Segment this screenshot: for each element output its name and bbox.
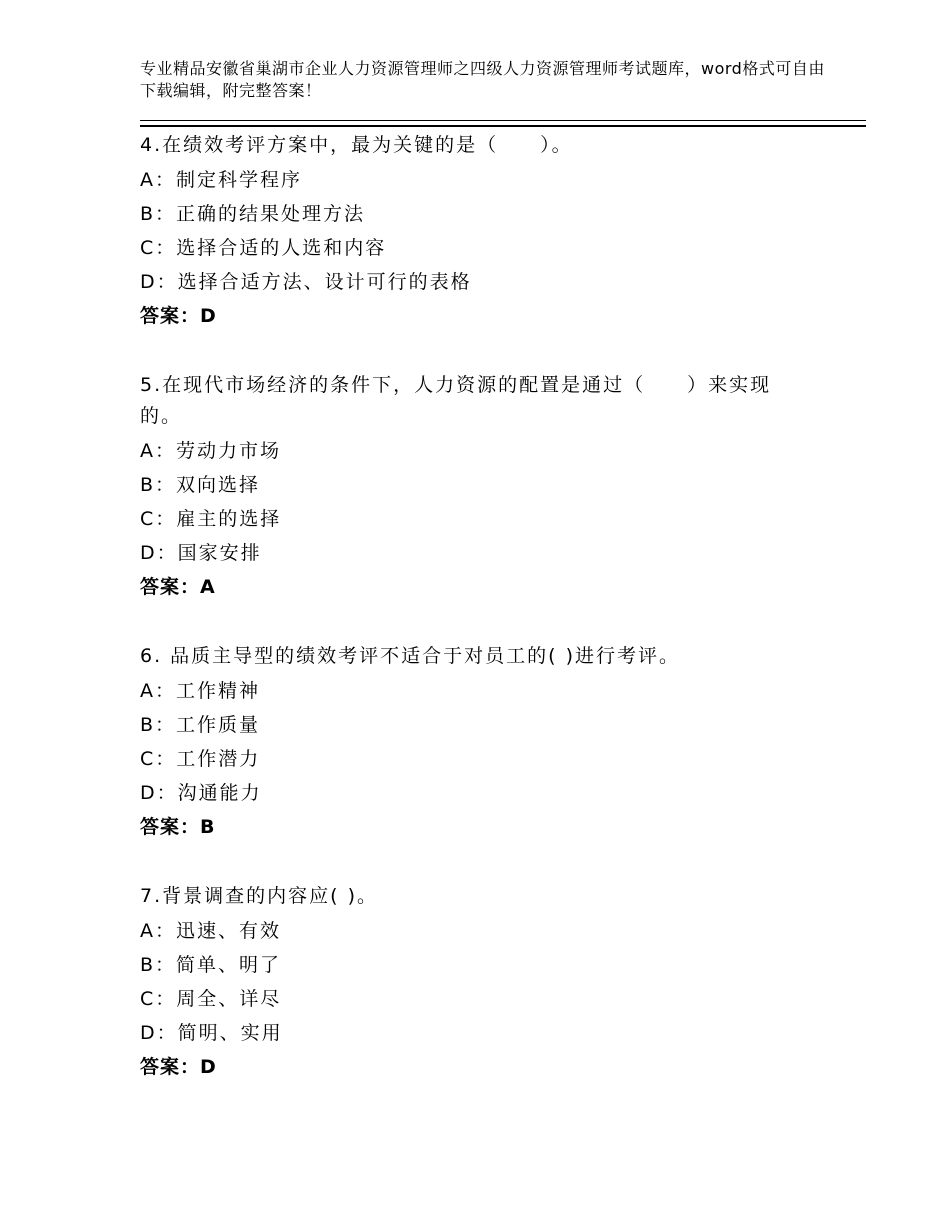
option-a: A：工作精神 bbox=[140, 680, 260, 702]
question-list bbox=[140, 128, 840, 1084]
option-c: C：雇主的选择 bbox=[140, 508, 282, 530]
option-d: D：选择合适方法、设计可行的表格 bbox=[140, 271, 472, 293]
spacer bbox=[140, 844, 840, 879]
option-d: D：国家安排 bbox=[140, 542, 262, 564]
answer: 答案：A bbox=[140, 576, 216, 598]
question-4 bbox=[140, 128, 840, 333]
page-header: 专业精品安徽省巢湖市企业人力资源管理师之四级人力资源管理师考试题库，word格式可自由下载编辑，附完整答案！ bbox=[140, 59, 825, 100]
option-d: D：简明、实用 bbox=[140, 1022, 283, 1044]
option-b: B：正确的结果处理方法 bbox=[140, 203, 366, 225]
option-b: B：工作质量 bbox=[140, 714, 261, 736]
question-stem: 6. 品质主导型的绩效考评不适合于对员工的( )进行考评。 bbox=[140, 645, 681, 667]
option-d: D：沟通能力 bbox=[140, 782, 262, 804]
question-stem: 5.在现代市场经济的条件下，人力资源的配置是通过（ ）来实现的。 bbox=[140, 374, 772, 427]
header-divider bbox=[140, 120, 866, 127]
option-a: A：劳动力市场 bbox=[140, 440, 281, 462]
answer: 答案：D bbox=[140, 305, 217, 327]
answer: 答案：D bbox=[140, 1056, 217, 1078]
question-7 bbox=[140, 879, 840, 1084]
question-6 bbox=[140, 639, 840, 844]
option-c: C：工作潜力 bbox=[140, 748, 261, 770]
question-stem: 7.背景调查的内容应( )。 bbox=[140, 885, 378, 907]
option-a: A：迅速、有效 bbox=[140, 920, 281, 942]
option-c: C：选择合适的人选和内容 bbox=[140, 237, 387, 259]
option-b: B：简单、明了 bbox=[140, 954, 282, 976]
question-stem: 4.在绩效考评方案中，最为关键的是（ ）。 bbox=[140, 134, 573, 156]
option-c: C：周全、详尽 bbox=[140, 988, 282, 1010]
question-5 bbox=[140, 368, 840, 604]
option-a: A：制定科学程序 bbox=[140, 169, 302, 191]
spacer bbox=[140, 333, 840, 368]
answer: 答案：B bbox=[140, 816, 216, 838]
spacer bbox=[140, 604, 840, 639]
option-b: B：双向选择 bbox=[140, 474, 261, 496]
